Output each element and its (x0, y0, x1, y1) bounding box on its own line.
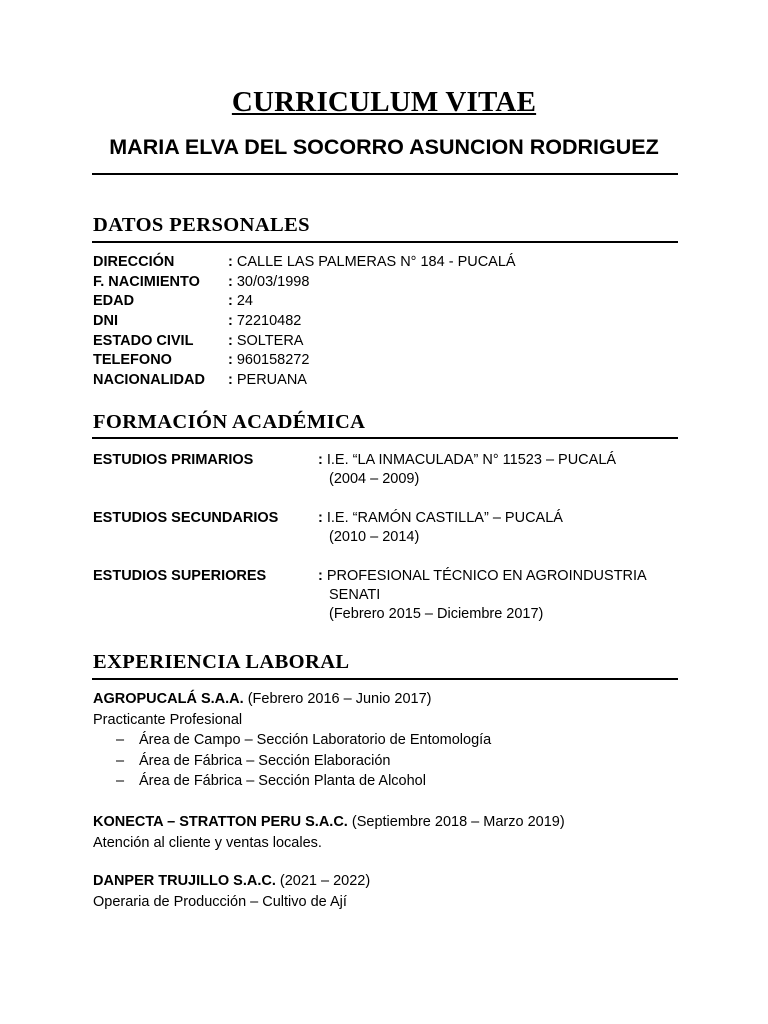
job-entry (93, 871, 370, 912)
education-label: ESTUDIOS SECUNDARIOS (93, 510, 279, 526)
field-label: DNI (93, 313, 118, 330)
job-duties (93, 730, 491, 792)
education-line: I.E. “LA INMACULADA” N° 11523 – PUCALÁ (326, 452, 617, 468)
section-divider-experience (92, 678, 678, 680)
dash-bullet-icon: – (116, 773, 125, 789)
section-divider-education (92, 437, 678, 439)
job-period: (2021 – 2022) (279, 873, 371, 889)
education-value: : PROFESIONAL TÉCNICO EN AGROINDUSTRIA SENATI (Febrero 2015 – Diciembre 2017) (318, 568, 647, 622)
job-role: Practicante Profesional (93, 711, 243, 728)
field-dni: DNI : 72210482 (93, 312, 516, 332)
field-value: SOLTERA (236, 332, 304, 349)
education-label: ESTUDIOS SUPERIORES (93, 568, 267, 584)
job-entry (93, 812, 565, 853)
field-address: DIRECCIÓN : CALLE LAS PALMERAS N° 184 - PUCALÁ (93, 253, 516, 273)
education-line: (2010 – 2014) (329, 529, 420, 545)
education-line: PROFESIONAL TÉCNICO EN AGROINDUSTRIA (326, 568, 647, 584)
field-label: ESTADO CIVIL (93, 332, 194, 349)
education-value: : I.E. “LA INMACULADA” N° 11523 – PUCALÁ (2004 – 2009) (318, 452, 617, 487)
field-label: EDAD (93, 293, 135, 310)
field-value: 30/03/1998 (236, 273, 310, 290)
field-nationality: NACIONALIDAD : PERUANA (93, 371, 516, 391)
job-period: (Septiembre 2018 – Marzo 2019) (351, 814, 565, 830)
job-period: (Febrero 2016 – Junio 2017) (247, 691, 432, 707)
field-label: DIRECCIÓN (93, 254, 175, 270)
education-value: : I.E. “RAMÓN CASTILLA” – PUCALÁ (2010 – 2014) (318, 510, 563, 545)
candidate-name: MARIA ELVA DEL SOCORRO ASUNCION RODRIGUEZ (109, 135, 659, 159)
job-company: DANPER TRUJILLO S.A.C. (93, 873, 276, 889)
field-value: PERUANA (236, 372, 307, 389)
education-line: I.E. “RAMÓN CASTILLA” – PUCALÁ (326, 510, 563, 526)
dash-bullet-icon: – (116, 732, 125, 748)
job-header (93, 871, 370, 892)
header-divider (92, 173, 678, 175)
field-age: EDAD : 24 (93, 292, 516, 312)
field-label: TELEFONO (93, 352, 172, 369)
dash-bullet-icon: – (116, 752, 125, 769)
field-label: NACIONALIDAD (93, 372, 205, 389)
field-value: 72210482 (236, 313, 302, 330)
job-role: Operaria de Producción – Cultivo de Ají (93, 893, 347, 910)
list-item: – Área de Fábrica – Sección Planta de Alcohol (93, 771, 491, 792)
education-line: SENATI (329, 587, 381, 603)
field-civil-status: ESTADO CIVIL : SOLTERA (93, 332, 516, 352)
section-title-education: FORMACIÓN ACADÉMICA (93, 411, 366, 433)
field-phone: TELEFONO : 960158272 (93, 351, 516, 371)
job-header (93, 689, 491, 710)
document-title: CURRICULUM VITAE (231, 86, 537, 118)
list-item: – Área de Campo – Sección Laboratorio de Entomología (93, 730, 491, 751)
field-birthdate: F. NACIMIENTO : 30/03/1998 (93, 273, 516, 293)
job-role: Atención al cliente y ventas locales. (93, 834, 322, 851)
field-value: 24 (236, 293, 253, 310)
job-company: AGROPUCALÁ S.A.A. (93, 691, 244, 707)
job-company: KONECTA – STRATTON PERU S.A.C. (93, 814, 348, 830)
education-label: ESTUDIOS PRIMARIOS (93, 452, 254, 468)
list-item: – Área de Fábrica – Sección Elaboración (93, 751, 491, 772)
section-divider-personal (92, 241, 678, 243)
education-line: (Febrero 2015 – Diciembre 2017) (329, 606, 544, 622)
job-entry (93, 689, 491, 792)
section-title-experience: EXPERIENCIA LABORAL (93, 651, 350, 673)
field-value: 960158272 (236, 352, 310, 369)
section-title-personal: DATOS PERSONALES (93, 214, 310, 236)
field-label: F. NACIMIENTO (93, 273, 200, 290)
job-header (93, 812, 565, 833)
field-value: CALLE LAS PALMERAS N° 184 - PUCALÁ (236, 254, 516, 270)
personal-data-list (93, 253, 516, 391)
education-line: (2004 – 2009) (329, 471, 420, 487)
